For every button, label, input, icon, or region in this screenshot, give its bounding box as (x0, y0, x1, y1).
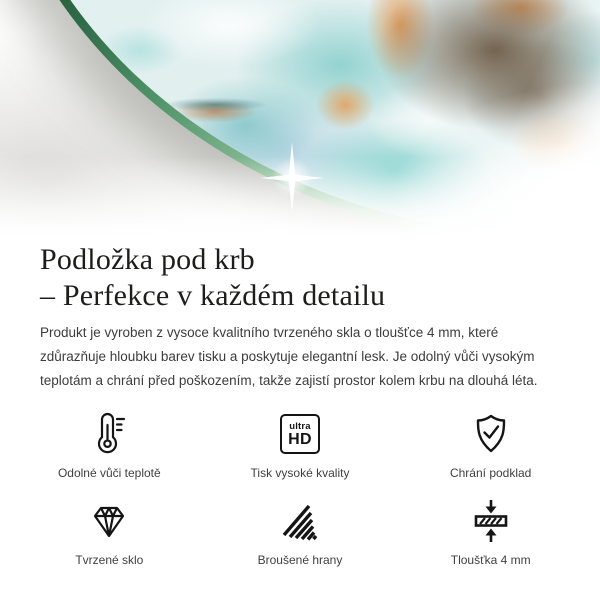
shield-check-icon (471, 411, 511, 457)
feature-heat-resistant (14, 411, 205, 480)
feature-protects-floor (395, 411, 586, 480)
ultra-hd-text-top: ultra (289, 420, 311, 432)
feature-label: Broušené hrany (257, 553, 343, 567)
product-description: Produkt je vyroben z vysoce kvalitního tvrzeného skla o tloušťce 4 mm, které zdůrazňuje hloubku barev tisku a poskytuje elegantní lesk. Je odolný vůči vysokým teplotám a chrání před poškozením, takže zajistí prostor kolem krbu na dlouhá léta. (40, 325, 538, 388)
feature-tempered-glass (14, 498, 205, 567)
ultra-hd-text-bottom: HD (288, 430, 312, 448)
page-title-line2: – Perfekce v každém detailu (40, 279, 386, 312)
thermometer-icon (90, 411, 128, 457)
sparkle-glint-icon (252, 138, 332, 218)
product-image (0, 0, 600, 238)
feature-label: Odolné vůči teplotě (57, 466, 161, 480)
page-title-line1: Podložka pod krb (40, 243, 255, 276)
feature-label: Tvrzené sklo (75, 553, 144, 567)
diamond-icon (89, 498, 129, 544)
ultra-hd-frame (280, 414, 320, 454)
beveled-edges-icon (280, 498, 320, 544)
feature-print-quality (205, 411, 396, 480)
feature-label: Chrání podklad (449, 466, 532, 480)
ultra-hd-icon (280, 411, 320, 457)
features-grid (14, 411, 586, 567)
page-title (40, 242, 560, 314)
feature-polished-edges (205, 498, 396, 567)
feature-label: Tisk vysoké kvality (250, 466, 350, 480)
thickness-icon (470, 498, 512, 544)
feature-thickness (395, 498, 586, 567)
feature-label: Tloušťka 4 mm (450, 553, 531, 567)
